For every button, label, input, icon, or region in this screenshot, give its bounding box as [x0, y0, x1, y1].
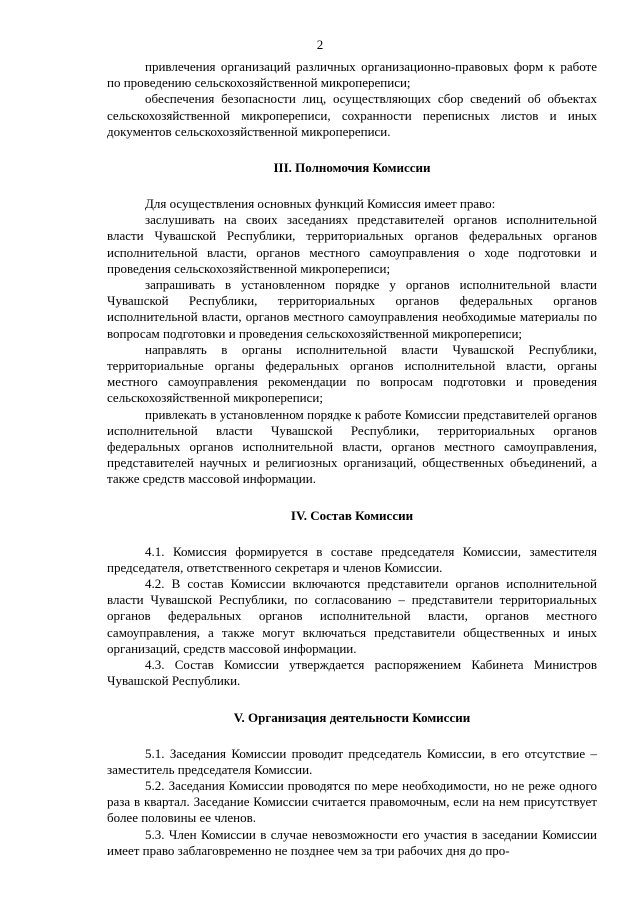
section-heading-powers: III. Полномочия Комиссии [273, 160, 431, 176]
paragraph: привлекать в установленном порядке к работе Комиссии представителей органов исполнительной власти Чувашской Республики, территориальных органов федеральных органов исполнительной власти, органов местного самоуправления, представителей научных и религиозных организаций, общественных объединений, а также средств массовой информации. [107, 406, 597, 487]
paragraph: 5.2. Заседания Комиссии проводятся по мере необходимости, но не реже одного раза в квартал. Заседание Комиссии считается правомочным, если на нем присутствует более половины ее членов. [107, 777, 597, 826]
document-body [107, 59, 597, 859]
section-heading-organization: V. Организация деятельности Комиссии [233, 709, 471, 725]
paragraph: 5.3. Член Комиссии в случае невозможности его участия в заседании Комиссии имеет право заблаговременно не позднее чем за три рабочих дня до про- [107, 826, 597, 858]
section-heading-composition: IV. Состав Комиссии [290, 507, 414, 523]
page-number: 2 [316, 37, 324, 52]
paragraph: заслушивать на своих заседаниях представителей органов исполнительной власти Чувашской Республики, территориальных органов федеральных органов исполнительной власти, органов местного самоуправления о ходе подготовки и проведения сельскохозяйственной микропереписи; [107, 212, 597, 276]
paragraph: привлечения организаций различных организационно-правовых форм к работе по проведению сельскохозяйственной микропереписи; [107, 59, 597, 91]
paragraph: направлять в органы исполнительной власти Чувашской Республики, территориальные органы федеральных органов исполнительной власти, органы местного самоуправления рекомендации по вопросам подготовки и проведения сельскохозяйственной микропереписи; [107, 341, 597, 406]
paragraph: 4.2. В состав Комиссии включаются представители органов исполнительной власти Чувашской Республики, по согласованию – представители территориальных органов федеральных органов исполнительной власти, органов местного самоуправления, а также могут включаться представители общественных и иных организаций, средств массовой информации. [107, 576, 597, 656]
paragraph: запрашивать в установленном порядке у органов исполнительной власти Чувашской Республики, территориальных органов федеральных органов исполнительной власти, органов местного самоуправления необходимые материалы по вопросам подготовки и проведения сельскохозяйственной микропереписи; [107, 277, 597, 341]
paragraph: 5.1. Заседания Комиссии проводит председатель Комиссии, в его отсутствие – заместитель председателя Комиссии. [107, 745, 597, 777]
paragraph: Для осуществления основных функций Комиссия имеет право: [145, 196, 496, 212]
paragraph: 4.3. Состав Комиссии утверждается распоряжением Кабинета Министров Чувашской Республики. [107, 657, 597, 689]
paragraph: обеспечения безопасности лиц, осуществляющих сбор сведений об объектах сельскохозяйственной микропереписи, сохранности переписных листов и иных документов сельскохозяйственной микропереписи. [107, 91, 597, 139]
paragraph: 4.1. Комиссия формируется в составе председателя Комиссии, заместителя председателя, ответственного секретаря и членов Комиссии. [107, 543, 597, 575]
